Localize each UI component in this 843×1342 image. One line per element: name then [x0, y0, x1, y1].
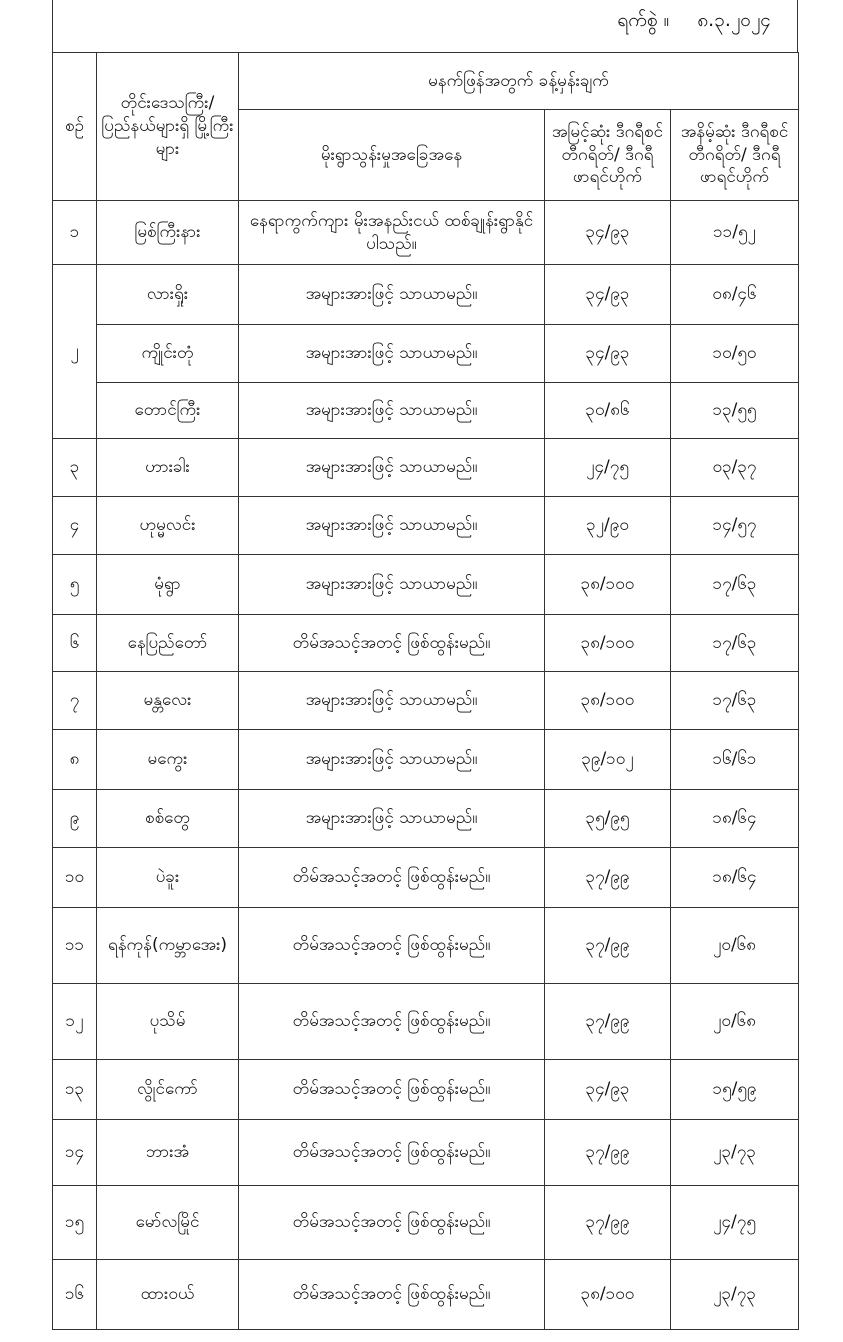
table-row: [53, 439, 799, 497]
row-min-temp: ၁၈/၆၄: [671, 790, 799, 848]
row-min-temp: ၁၁/၅၂: [671, 201, 799, 265]
table-body: [53, 201, 799, 1330]
row-min-temp: ၂၃/၇၃: [671, 1120, 799, 1186]
row-max-temp: ၃၀/၈၆: [545, 383, 671, 439]
header-no: စဉ်: [53, 53, 97, 201]
row-min-temp: ၁၆/၆၁: [671, 730, 799, 790]
table-row: [53, 848, 799, 908]
row-condition: အများအားဖြင့် သာယာမည်။: [239, 730, 545, 790]
row-max-temp: ၃၅/၉၅: [545, 790, 671, 848]
row-min-temp: ၁၇/၆၃: [671, 615, 799, 672]
row-condition: အများအားဖြင့် သာယာမည်။: [239, 439, 545, 497]
table-row: [53, 383, 799, 439]
row-no: ၁၀: [53, 848, 97, 908]
row-min-temp: ၁၇/၆၃: [671, 672, 799, 730]
row-min-temp: ၂၀/၆၈: [671, 984, 799, 1060]
table-row: [53, 984, 799, 1060]
row-no: ၇: [53, 672, 97, 730]
table-row: [53, 672, 799, 730]
row-condition: တိမ်အသင့်အတင့် ဖြစ်ထွန်းမည်။: [239, 1260, 545, 1330]
right-margin-line: [797, 0, 798, 52]
row-min-temp: ၂၃/၇၃: [671, 1260, 799, 1330]
row-no: ၈: [53, 730, 97, 790]
row-min-temp: ၂၀/၆၈: [671, 908, 799, 984]
table-row: [53, 1186, 799, 1260]
row-max-temp: ၃၄/၉၃: [545, 325, 671, 383]
row-no: ၅: [53, 555, 97, 615]
table-row: [53, 1260, 799, 1330]
row-no: ၁၂: [53, 984, 97, 1060]
row-min-temp: ၁၄/၅၇: [671, 497, 799, 555]
row-city: ဟုမ္မလင်း: [97, 497, 239, 555]
row-city: မန္တလေး: [97, 672, 239, 730]
row-no: ၁၄: [53, 1120, 97, 1186]
row-condition: တိမ်အသင့်အတင့် ဖြစ်ထွန်းမည်။: [239, 1060, 545, 1120]
row-no: ၄: [53, 497, 97, 555]
row-condition: အများအားဖြင့် သာယာမည်။: [239, 672, 545, 730]
row-condition: တိမ်အသင့်အတင့် ဖြစ်ထွန်းမည်။: [239, 984, 545, 1060]
table-row: [53, 1060, 799, 1120]
row-condition: အများအားဖြင့် သာယာမည်။: [239, 497, 545, 555]
row-city: ရန်ကုန်(ကမ္ဘာအေး): [97, 908, 239, 984]
row-city: ထားဝယ်: [97, 1260, 239, 1330]
table-row: [53, 325, 799, 383]
row-city: ဟားခါး: [97, 439, 239, 497]
row-city: ပဲခူး: [97, 848, 239, 908]
row-condition: တိမ်အသင့်အတင့် ဖြစ်ထွန်းမည်။: [239, 1120, 545, 1186]
row-city: လားရှိုး: [97, 265, 239, 325]
row-city: ကျိုင်းတုံ: [97, 325, 239, 383]
row-min-temp: ၀၈/၄၆: [671, 265, 799, 325]
row-city: စစ်တွေ: [97, 790, 239, 848]
row-city: မော်လမြိုင်: [97, 1186, 239, 1260]
table-row: [53, 908, 799, 984]
row-no: ၃: [53, 439, 97, 497]
forecast-table: [52, 52, 799, 1330]
header-min-temp: အနိမ့်ဆုံး ဒီဂရီစင်တီဂရိတ်/ ဒီဂရီဖာရင်ဟိုက်: [671, 110, 799, 201]
row-city: မုံရွာ: [97, 555, 239, 615]
row-city: လွိုင်ကော်: [97, 1060, 239, 1120]
row-no: ၁: [53, 201, 97, 265]
date-line: [617, 8, 771, 36]
row-no: ၁၃: [53, 1060, 97, 1120]
row-max-temp: ၃၈/၁၀၀: [545, 672, 671, 730]
row-condition: အများအားဖြင့် သာယာမည်။: [239, 555, 545, 615]
row-min-temp: ၁၃/၅၅: [671, 383, 799, 439]
row-city: မကွေး: [97, 730, 239, 790]
header-max-temp: အမြင့်ဆုံး ဒီဂရီစင်တီဂရိတ်/ ဒီဂရီဖာရင်ဟိုက်: [545, 110, 671, 201]
row-condition: တိမ်အသင့်အတင့် ဖြစ်ထွန်းမည်။: [239, 615, 545, 672]
row-city: နေပြည်တော်: [97, 615, 239, 672]
header-city: တိုင်းဒေသကြီး/ ပြည်နယ်များရှိ မြို့ကြီးများ: [97, 53, 239, 201]
row-no: ၁၁: [53, 908, 97, 984]
row-min-temp: ၁၈/၆၄: [671, 848, 799, 908]
row-max-temp: ၂၄/၇၅: [545, 439, 671, 497]
row-max-temp: ၃၈/၁၀၀: [545, 1260, 671, 1330]
table-row: [53, 615, 799, 672]
date-value: ၈.၃.၂၀၂၄: [697, 9, 771, 31]
row-city: ဘားအံ: [97, 1120, 239, 1186]
row-max-temp: ၃၄/၉၃: [545, 1060, 671, 1120]
row-max-temp: ၃၇/၉၉: [545, 984, 671, 1060]
row-max-temp: ၃၇/၉၉: [545, 908, 671, 984]
row-max-temp: ၃၄/၉၃: [545, 265, 671, 325]
row-condition: တိမ်အသင့်အတင့် ဖြစ်ထွန်းမည်။: [239, 1186, 545, 1260]
row-max-temp: ၃၈/၁၀၀: [545, 615, 671, 672]
row-max-temp: ၃၇/၉၉: [545, 1186, 671, 1260]
table-row: [53, 1120, 799, 1186]
header-rain-condition: မိုးရွာသွန်းမှုအခြေအနေ: [239, 110, 545, 201]
header-forecast-group: မနက်ဖြန်အတွက် ခန့်မှန်းချက်: [239, 53, 799, 110]
row-max-temp: ၃၄/၉၃: [545, 201, 671, 265]
row-condition: အများအားဖြင့် သာယာမည်။: [239, 265, 545, 325]
row-condition: တိမ်အသင့်အတင့် ဖြစ်ထွန်းမည်။: [239, 908, 545, 984]
row-no: ၂: [53, 265, 97, 439]
table-row: [53, 790, 799, 848]
row-no: ၉: [53, 790, 97, 848]
row-no: ၁၆: [53, 1260, 97, 1330]
table-row: [53, 730, 799, 790]
row-max-temp: ၃၇/၉၉: [545, 848, 671, 908]
row-min-temp: ၁၇/၆၃: [671, 555, 799, 615]
row-min-temp: ၁၅/၅၉: [671, 1060, 799, 1120]
row-min-temp: ၂၄/၇၅: [671, 1186, 799, 1260]
row-max-temp: ၃၉/၁၀၂: [545, 730, 671, 790]
table-row: [53, 265, 799, 325]
row-condition: တိမ်အသင့်အတင့် ဖြစ်ထွန်းမည်။: [239, 848, 545, 908]
row-min-temp: ၀၃/၃၇: [671, 439, 799, 497]
table-row: [53, 497, 799, 555]
row-no: ၆: [53, 615, 97, 672]
row-max-temp: ၃၈/၁၀၀: [545, 555, 671, 615]
left-margin-line: [52, 0, 53, 52]
row-condition: အများအားဖြင့် သာယာမည်။: [239, 325, 545, 383]
row-city: တောင်ကြီး: [97, 383, 239, 439]
row-condition: အများအားဖြင့် သာယာမည်။: [239, 383, 545, 439]
table-row: [53, 555, 799, 615]
row-city: ပုသိမ်: [97, 984, 239, 1060]
row-max-temp: ၃၂/၉၀: [545, 497, 671, 555]
row-min-temp: ၁၀/၅၀: [671, 325, 799, 383]
row-condition: နေရာကွက်ကျား မိုးအနည်းငယ် ထစ်ချုန်းရွာနိုင်ပါသည်။: [239, 201, 545, 265]
row-max-temp: ၃၇/၉၉: [545, 1120, 671, 1186]
table-row: [53, 201, 799, 265]
date-label: ရက်စွဲ ။: [617, 9, 670, 31]
row-condition: အများအားဖြင့် သာယာမည်။: [239, 790, 545, 848]
row-no: ၁၅: [53, 1186, 97, 1260]
row-city: မြစ်ကြီးနား: [97, 201, 239, 265]
